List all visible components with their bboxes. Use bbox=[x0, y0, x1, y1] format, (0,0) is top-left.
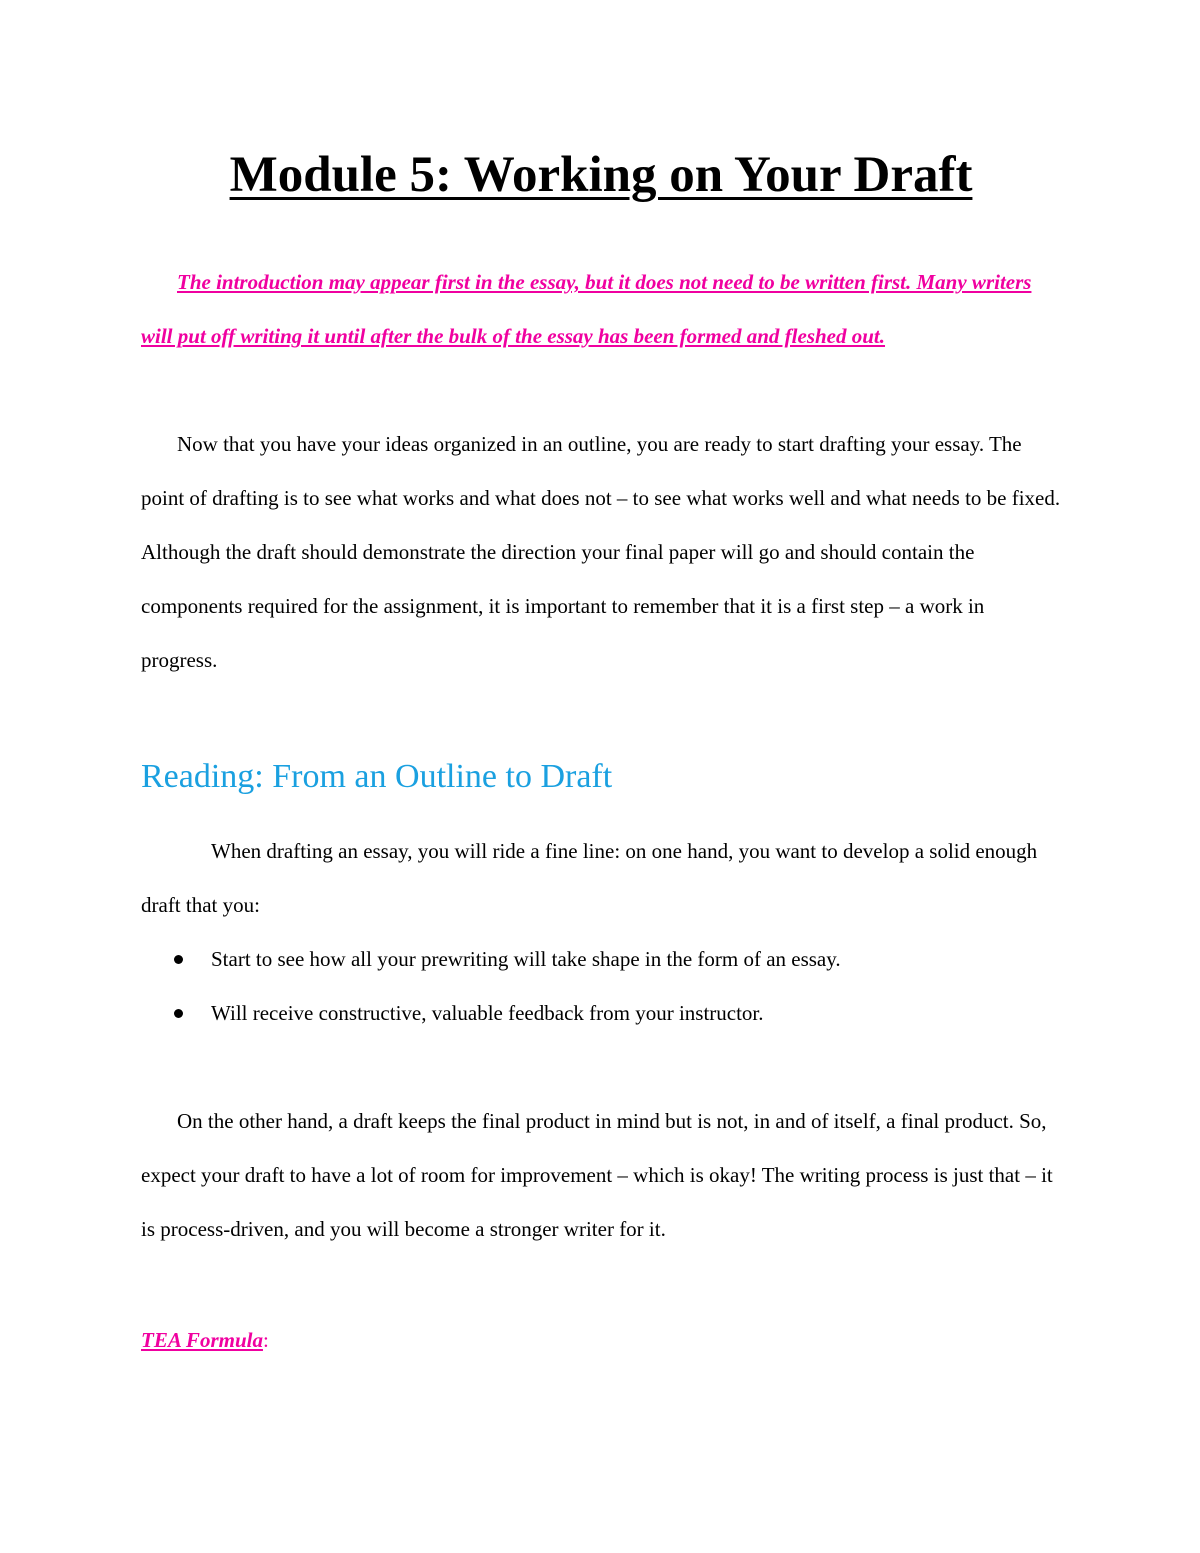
tea-formula-line bbox=[141, 1313, 269, 1367]
list-item bbox=[141, 986, 1061, 1040]
paragraph-other-hand: On the other hand, a draft keeps the final product in mind but is not, in and of itself, a final product. So, expect your draft to have a lot of room for improvement – which is okay! The writing process is just that – it is process-driven, and you will become a stronger writer for it. bbox=[141, 1109, 1053, 1241]
paragraph-drafting-intro: Now that you have your ideas organized in an outline, you are ready to start drafting your essay. The point of drafting is to see what works and what does not – to see what works well and what needs to be fixed. Although the draft should demonstrate the direction your final paper will go and should contain the components required for the assignment, it is important to remember that it is a first step – a work in progress. bbox=[141, 432, 1061, 672]
intro-note: The introduction may appear first in the essay, but it does not need to be written first. Many writers will put off writing it until after the bulk of the essay has been formed and fleshed out. bbox=[141, 270, 1032, 348]
paragraph-fine-line: When drafting an essay, you will ride a fine line: on one hand, you want to develop a solid enough draft that you: bbox=[141, 839, 1038, 917]
document-page bbox=[141, 0, 1061, 1553]
list-item-text: Will receive constructive, valuable feedback from your instructor. bbox=[211, 1001, 764, 1025]
page-title: Module 5: Working on Your Draft bbox=[229, 147, 973, 203]
list-item-text: Start to see how all your prewriting will take shape in the form of an essay. bbox=[211, 947, 841, 971]
tea-formula-label: TEA Formula bbox=[141, 1328, 263, 1352]
bullet-list bbox=[141, 932, 1061, 1040]
bullet-icon bbox=[174, 955, 183, 964]
tea-formula-colon: : bbox=[262, 1328, 269, 1352]
bullet-icon bbox=[174, 1009, 183, 1018]
section-heading: Reading: From an Outline to Draft bbox=[141, 758, 613, 795]
list-item bbox=[141, 932, 1061, 986]
